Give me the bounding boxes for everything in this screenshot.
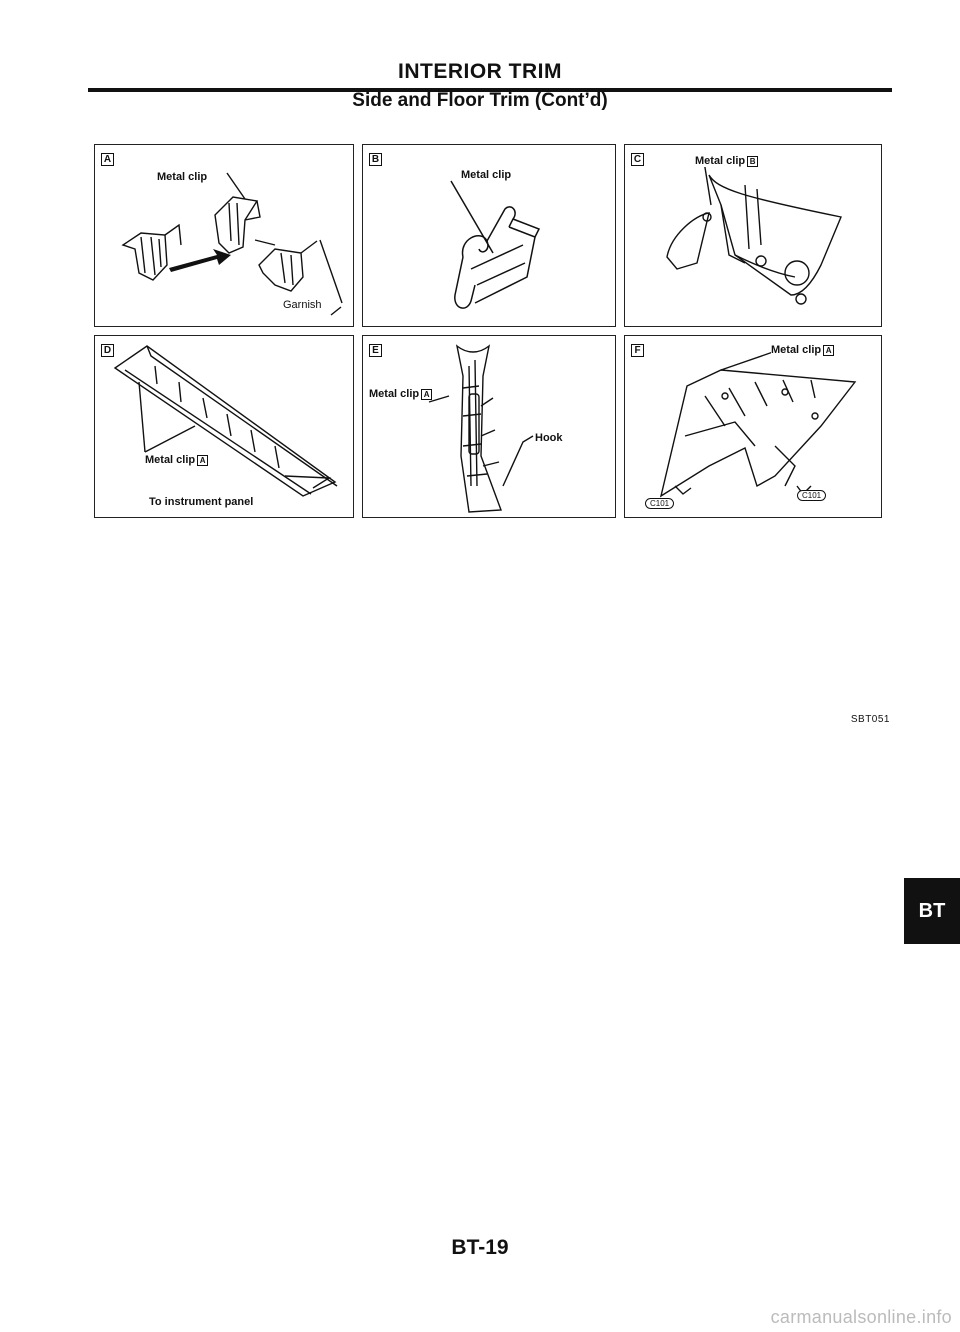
- panel-f-badge: F: [631, 344, 644, 357]
- panel-a-label-metal-clip: Metal clip: [157, 171, 208, 183]
- panel-d: [94, 335, 354, 518]
- panel-b-badge: B: [369, 153, 382, 166]
- section-tab: BT: [904, 878, 960, 944]
- panel-d-label-metal-clip: [145, 454, 208, 466]
- panel-d-label-instrument-panel: To instrument panel: [149, 496, 254, 508]
- panel-e-ref-badge: A: [421, 389, 432, 400]
- panel-c-label-metal-clip: [695, 155, 758, 167]
- panel-b: [362, 144, 616, 327]
- panel-f-label-metal-clip: [771, 344, 834, 356]
- panel-d-ref-badge: A: [197, 455, 208, 466]
- panel-c: [624, 144, 882, 327]
- panel-e-badge: E: [369, 344, 382, 357]
- panel-f-illustration: [625, 336, 881, 517]
- panel-a-badge: A: [101, 153, 114, 166]
- panel-c-ref-badge: B: [747, 156, 758, 167]
- panel-c-label-text: Metal clip: [695, 155, 746, 167]
- panel-e-label-metal-clip: [369, 388, 432, 400]
- panel-c-badge: C: [631, 153, 644, 166]
- panel-d-badge: D: [101, 344, 114, 357]
- watermark: carmanualsonline.info: [770, 1307, 952, 1327]
- panel-f-connector-tag-1: C101: [645, 498, 674, 509]
- section-title: INTERIOR TRIM: [398, 60, 562, 83]
- panel-f-label-text: Metal clip: [771, 344, 822, 356]
- panel-a-label-garnish: Garnish: [283, 299, 322, 311]
- panel-f-ref-badge: A: [823, 345, 834, 356]
- panel-b-label-metal-clip: Metal clip: [461, 169, 512, 181]
- page-number: BT-19: [451, 1236, 509, 1259]
- section-subtitle: Side and Floor Trim (Cont’d): [352, 90, 608, 111]
- panel-e-illustration: [363, 336, 615, 517]
- panel-e: [362, 335, 616, 518]
- panel-e-label-hook: Hook: [535, 432, 563, 444]
- panel-f: [624, 335, 882, 518]
- panel-c-illustration: [625, 145, 881, 326]
- panel-d-label-text: Metal clip: [145, 454, 196, 466]
- panel-d-illustration: [95, 336, 353, 517]
- panel-a: [94, 144, 354, 327]
- panel-e-label-text: Metal clip: [369, 388, 420, 400]
- panel-f-connector-tag-2: C101: [797, 490, 826, 501]
- figure-code: SBT051: [850, 714, 890, 725]
